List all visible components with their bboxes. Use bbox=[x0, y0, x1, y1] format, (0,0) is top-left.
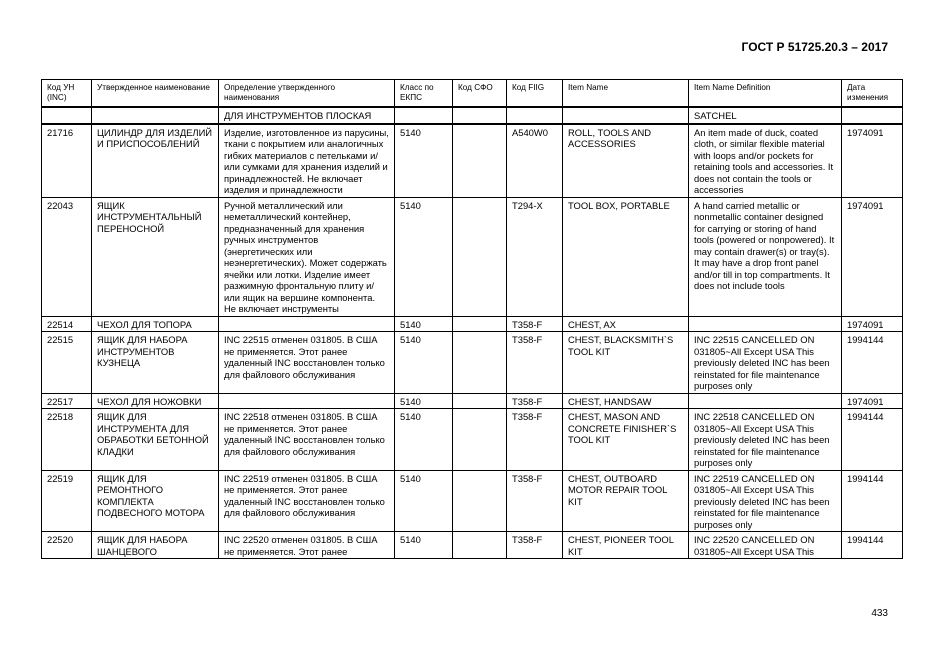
page-number: 433 bbox=[871, 608, 888, 619]
cell-class: 5140 bbox=[395, 316, 453, 332]
table-row bbox=[42, 107, 903, 124]
cell-item-name: CHEST, BLACKSMITH`S TOOL KIT bbox=[563, 332, 689, 394]
cell-change-date bbox=[842, 107, 903, 124]
cell-fiig-code bbox=[507, 107, 563, 124]
cell-sfo-code bbox=[453, 409, 507, 471]
cell-inc: 22518 bbox=[42, 409, 92, 471]
cell-fiig-code: T358-F bbox=[507, 332, 563, 394]
cell-definition: INC 22519 отменен 031805. В США не применяется. Этот ранее удаленный INC восстановлен только для файлового обслуживания bbox=[219, 470, 395, 532]
cell-definition: Ручной металлический или неметаллический контейнер, предназначенный для хранения ручных инструментов (энергетических или неэнергетических). Может содержать ячейки или лотки. Изделие имеет разжимную фронтальную плиту и/или ящик на вершине компонента. Не включает инструменты bbox=[219, 197, 395, 316]
table-row bbox=[42, 470, 903, 532]
cell-inc: 22519 bbox=[42, 470, 92, 532]
cell-change-date: 1994144 bbox=[842, 532, 903, 559]
column-header-inc: Код УН (INC) bbox=[42, 80, 92, 108]
cell-item-name-definition: INC 22515 CANCELLED ON 031805~All Except USA This previously deleted INC has been reinstated for file maintenance purposes only bbox=[689, 332, 842, 394]
cell-fiig-code: T358-F bbox=[507, 470, 563, 532]
cell-class: 5140 bbox=[395, 532, 453, 559]
cell-approved-name: ЯЩИК ДЛЯ НАБОРА ШАНЦЕВОГО bbox=[92, 532, 219, 559]
cell-fiig-code: T294-X bbox=[507, 197, 563, 316]
nomenclature-table bbox=[41, 79, 903, 559]
cell-definition: Изделие, изготовленное из парусины, ткани с покрытием или аналогичных гибких материалов с петельками и/или сумками для хранения изделий и принадлежностей. Не включает изделия и принадлежности bbox=[219, 124, 395, 198]
cell-class: 5140 bbox=[395, 124, 453, 198]
column-header-definition: Определение утвержденного наименования bbox=[219, 80, 395, 108]
cell-item-name: CHEST, MASON AND CONCRETE FINISHER`S TOOL KIT bbox=[563, 409, 689, 471]
cell-change-date: 1974091 bbox=[842, 316, 903, 332]
cell-item-name-definition: INC 22519 CANCELLED ON 031805~All Except USA This previously deleted INC has been reinstated for file maintenance purposes only bbox=[689, 470, 842, 532]
cell-item-name-definition: SATCHEL bbox=[689, 107, 842, 124]
column-header-item-name: Item Name bbox=[563, 80, 689, 108]
cell-sfo-code bbox=[453, 532, 507, 559]
table-body bbox=[42, 107, 903, 559]
cell-sfo-code bbox=[453, 124, 507, 198]
cell-approved-name: ЦИЛИНДР ДЛЯ ИЗДЕЛИЙ И ПРИСПОСОБЛЕНИЙ bbox=[92, 124, 219, 198]
cell-sfo-code bbox=[453, 393, 507, 409]
table-row bbox=[42, 332, 903, 394]
document-title: ГОСТ Р 51725.20.3 – 2017 bbox=[741, 40, 888, 54]
table-row bbox=[42, 197, 903, 316]
column-header-fiig-code: Код FIIG bbox=[507, 80, 563, 108]
cell-fiig-code: T358-F bbox=[507, 316, 563, 332]
table-row bbox=[42, 409, 903, 471]
cell-item-name-definition: INC 22520 CANCELLED ON 031805~All Except USA This bbox=[689, 532, 842, 559]
cell-class: 5140 bbox=[395, 470, 453, 532]
cell-approved-name: ЯЩИК ДЛЯ НАБОРА ИНСТРУМЕНТОВ КУЗНЕЦА bbox=[92, 332, 219, 394]
cell-change-date: 1994144 bbox=[842, 470, 903, 532]
cell-definition bbox=[219, 316, 395, 332]
cell-item-name: TOOL BOX, PORTABLE bbox=[563, 197, 689, 316]
cell-sfo-code bbox=[453, 332, 507, 394]
cell-item-name: CHEST, PIONEER TOOL KIT bbox=[563, 532, 689, 559]
cell-definition: INC 22515 отменен 031805. В США не применяется. Этот ранее удаленный INC восстановлен только для файлового обслуживания bbox=[219, 332, 395, 394]
cell-inc: 21716 bbox=[42, 124, 92, 198]
cell-approved-name: ЯЩИК ДЛЯ ИНСТРУМЕНТА ДЛЯ ОБРАБОТКИ БЕТОННОЙ КЛАДКИ bbox=[92, 409, 219, 471]
cell-class: 5140 bbox=[395, 332, 453, 394]
cell-item-name: CHEST, AX bbox=[563, 316, 689, 332]
table-row bbox=[42, 124, 903, 198]
cell-sfo-code bbox=[453, 316, 507, 332]
cell-definition: INC 22518 отменен 031805. В США не применяется. Этот ранее удаленный INC восстановлен только для файлового обслуживания bbox=[219, 409, 395, 471]
cell-inc: 22517 bbox=[42, 393, 92, 409]
cell-definition: ДЛЯ ИНСТРУМЕНТОВ ПЛОСКАЯ bbox=[219, 107, 395, 124]
cell-fiig-code: T358-F bbox=[507, 532, 563, 559]
cell-class bbox=[395, 107, 453, 124]
cell-approved-name: ЯЩИК ДЛЯ РЕМОНТНОГО КОМПЛЕКТА ПОДВЕСНОГО МОТОРА bbox=[92, 470, 219, 532]
column-header-sfo-code: Код СФО bbox=[453, 80, 507, 108]
cell-fiig-code: A540W0 bbox=[507, 124, 563, 198]
cell-inc bbox=[42, 107, 92, 124]
table-header-row bbox=[42, 80, 903, 108]
cell-change-date: 1974091 bbox=[842, 124, 903, 198]
cell-sfo-code bbox=[453, 197, 507, 316]
cell-item-name-definition: An item made of duck, coated cloth, or similar flexible material with loops and/or pockets for retaining tools and accessories. It does not contain the tools or accessories bbox=[689, 124, 842, 198]
cell-item-name: ROLL, TOOLS AND ACCESSORIES bbox=[563, 124, 689, 198]
cell-approved-name: ЧЕХОЛ ДЛЯ ТОПОРА bbox=[92, 316, 219, 332]
cell-change-date: 1974091 bbox=[842, 197, 903, 316]
cell-item-name-definition bbox=[689, 316, 842, 332]
cell-inc: 22043 bbox=[42, 197, 92, 316]
cell-inc: 22520 bbox=[42, 532, 92, 559]
cell-sfo-code bbox=[453, 470, 507, 532]
cell-fiig-code: T358-F bbox=[507, 393, 563, 409]
column-header-class: Класс по ЕКПС bbox=[395, 80, 453, 108]
cell-item-name: CHEST, OUTBOARD MOTOR REPAIR TOOL KIT bbox=[563, 470, 689, 532]
cell-item-name: CHEST, HANDSAW bbox=[563, 393, 689, 409]
column-header-approved-name: Утвержденное наименование bbox=[92, 80, 219, 108]
table-row bbox=[42, 393, 903, 409]
cell-item-name-definition: A hand carried metallic or nonmetallic container designed for carrying or storing of hand tools (powered or nonpowered). It may contain drawer(s) or tray(s). It may have a drop front panel and/or till in top compartments. It does not include tools bbox=[689, 197, 842, 316]
cell-class: 5140 bbox=[395, 197, 453, 316]
cell-approved-name: ЯЩИК ИНСТРУМЕНТАЛЬНЫЙ ПЕРЕНОСНОЙ bbox=[92, 197, 219, 316]
cell-change-date: 1994144 bbox=[842, 409, 903, 471]
cell-item-name-definition bbox=[689, 393, 842, 409]
column-header-change-date: Дата изменения bbox=[842, 80, 903, 108]
table-row bbox=[42, 316, 903, 332]
cell-item-name bbox=[563, 107, 689, 124]
cell-fiig-code: T358-F bbox=[507, 409, 563, 471]
cell-approved-name: ЧЕХОЛ ДЛЯ НОЖОВКИ bbox=[92, 393, 219, 409]
cell-class: 5140 bbox=[395, 393, 453, 409]
cell-item-name-definition: INC 22518 CANCELLED ON 031805~All Except USA This previously deleted INC has been reinstated for file maintenance purposes only bbox=[689, 409, 842, 471]
column-header-item-name-definition: Item Name Definition bbox=[689, 80, 842, 108]
cell-inc: 22515 bbox=[42, 332, 92, 394]
cell-class: 5140 bbox=[395, 409, 453, 471]
cell-definition bbox=[219, 393, 395, 409]
cell-change-date: 1994144 bbox=[842, 332, 903, 394]
cell-inc: 22514 bbox=[42, 316, 92, 332]
table-row bbox=[42, 532, 903, 559]
cell-approved-name bbox=[92, 107, 219, 124]
cell-sfo-code bbox=[453, 107, 507, 124]
cell-definition: INC 22520 отменен 031805. В США не применяется. Этот ранее bbox=[219, 532, 395, 559]
cell-change-date: 1974091 bbox=[842, 393, 903, 409]
